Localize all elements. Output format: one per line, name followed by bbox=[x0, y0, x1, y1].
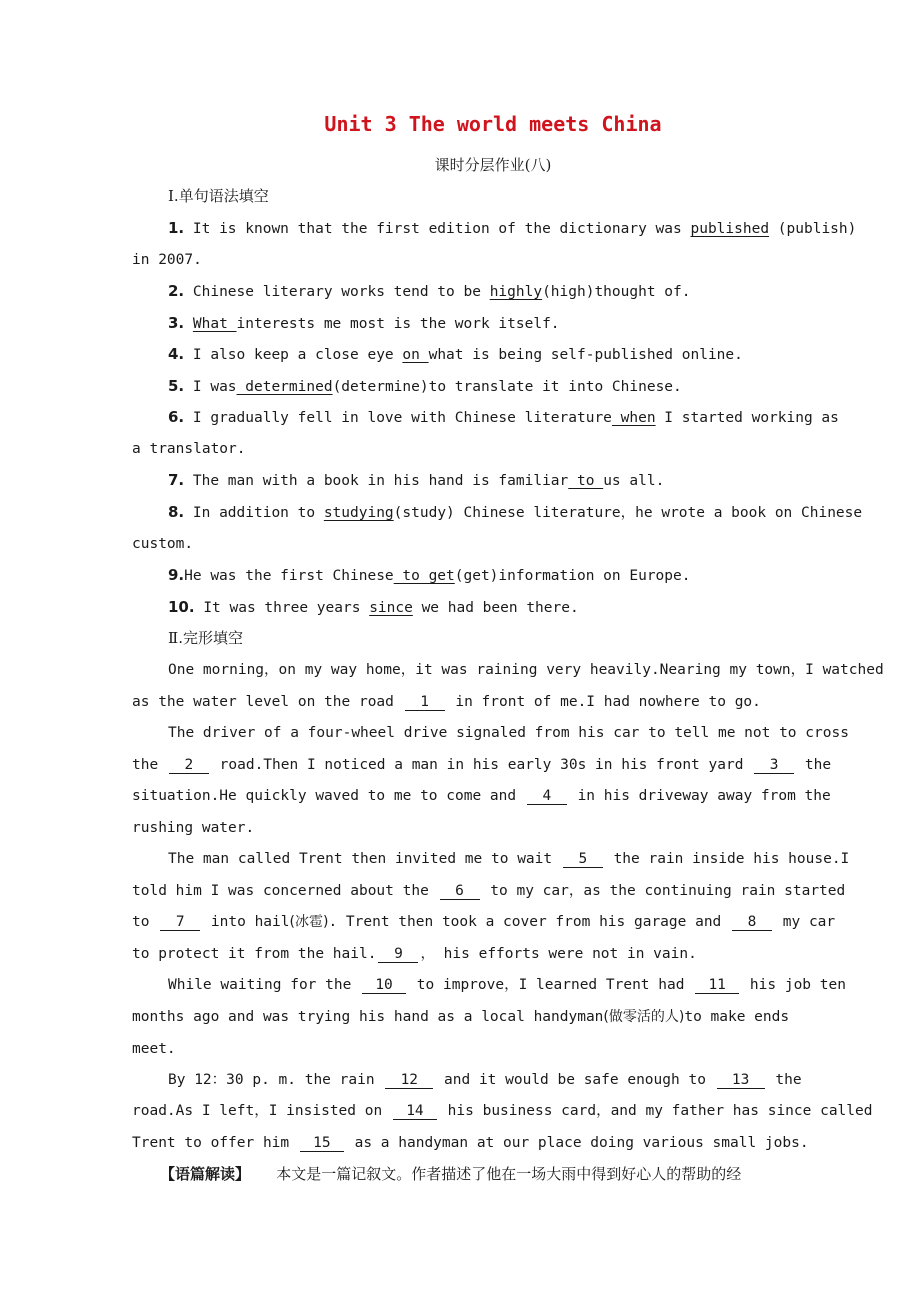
section-heading-grammar: Ⅰ.单句语法填空 bbox=[168, 187, 269, 205]
blank-7: 7 bbox=[160, 914, 200, 931]
question-5: 5. I was determined(determine)to translate it into Chinese. bbox=[168, 377, 682, 395]
question-7: 7. The man with a book in his hand is familiar to us all. bbox=[168, 471, 665, 489]
cloze-p4-line3: meet. bbox=[132, 1041, 176, 1057]
cloze-p1-line1: One morning，on my way home，it was raining very heavily.Nearing my town，I watched bbox=[168, 662, 884, 678]
answer-2: highly bbox=[489, 284, 543, 300]
cloze-p4-line2: months ago and was trying his hand as a local handyman(做零活的人)to make ends bbox=[132, 1009, 790, 1025]
cloze-p3-line2: told him I was concerned about the 6 to my car，as the continuing rain started bbox=[132, 883, 846, 899]
cloze-p2-line1: The driver of a four-wheel drive signaled from his car to tell me not to cross bbox=[168, 725, 849, 741]
blank-3: 3 bbox=[754, 757, 794, 774]
cloze-p2-line3: situation.He quickly waved to me to come and 4 in his driveway away from the bbox=[132, 788, 831, 804]
blank-11: 11 bbox=[695, 977, 739, 994]
question-1: 1. It is known that the first edition of the dictionary was published (publish) bbox=[168, 219, 857, 237]
answer-4: on bbox=[402, 347, 429, 363]
answer-7: to bbox=[568, 473, 604, 489]
question-2: 2. Chinese literary works tend to be highly(high)thought of. bbox=[168, 282, 691, 300]
cloze-p4-line1: While waiting for the 10 to improve，I learned Trent had 11 his job ten bbox=[168, 977, 846, 993]
blank-2: 2 bbox=[169, 757, 209, 774]
answer-8: studying bbox=[323, 505, 394, 521]
blank-6: 6 bbox=[440, 883, 480, 900]
question-3: 3. What interests me most is the work itself. bbox=[168, 314, 560, 332]
cloze-p5-line3: Trent to offer him 15 as a handyman at our place doing various small jobs. bbox=[132, 1135, 809, 1151]
blank-15: 15 bbox=[300, 1135, 344, 1152]
answer-3: What bbox=[192, 316, 237, 332]
passage-analysis: 【语篇解读】 本文是一篇记叙文。作者描述了他在一场大雨中得到好心人的帮助的经 bbox=[160, 1165, 742, 1183]
cloze-p3-line3: to 7 into hail(冰雹). Trent then took a cover from his garage and 8 my car bbox=[132, 914, 836, 930]
blank-5: 5 bbox=[563, 851, 603, 868]
blank-13: 13 bbox=[717, 1072, 765, 1089]
question-1-cont: in 2007. bbox=[132, 252, 202, 268]
question-8: 8. In addition to studying(study) Chinese literature，he wrote a book on Chinese bbox=[168, 503, 863, 521]
blank-4: 4 bbox=[527, 788, 567, 805]
cloze-p3-line1: The man called Trent then invited me to wait 5 the rain inside his house.I bbox=[168, 851, 850, 867]
cloze-p1-line2: as the water level on the road 1 in front of me.I had nowhere to go. bbox=[132, 694, 761, 710]
blank-1: 1 bbox=[405, 694, 445, 711]
cloze-p2-line4: rushing water. bbox=[132, 820, 255, 836]
cloze-p2-line2: the 2 road.Then I noticed a man in his early 30s in his front yard 3 the bbox=[132, 757, 832, 773]
answer-1: published bbox=[690, 221, 770, 237]
cloze-p5-line1: By 12：30 p. m. the rain 12 and it would be safe enough to 13 the bbox=[168, 1072, 802, 1088]
answer-6: when bbox=[611, 410, 656, 426]
cloze-p5-line2: road.As I left，I insisted on 14 his business card，and my father has since called bbox=[132, 1103, 873, 1119]
question-6: 6. I gradually fell in love with Chinese literature when I started working as bbox=[168, 408, 839, 426]
question-10: 10. It was three years since we had been there. bbox=[168, 598, 579, 616]
blank-12: 12 bbox=[385, 1072, 433, 1089]
analysis-label: 【语篇解读】 bbox=[160, 1165, 251, 1183]
unit-title: Unit 3 The world meets China bbox=[324, 112, 662, 136]
blank-9: 9 bbox=[378, 946, 418, 963]
question-6-cont: a translator. bbox=[132, 441, 246, 457]
section-heading-cloze: Ⅱ.完形填空 bbox=[168, 629, 243, 647]
cloze-p3-line4: to protect it from the hail. 9 ， his efforts were not in vain. bbox=[132, 946, 697, 962]
blank-8: 8 bbox=[732, 914, 772, 931]
question-9: 9.He was the first Chinese to get(get)information on Europe. bbox=[168, 566, 691, 584]
blank-10: 10 bbox=[362, 977, 406, 994]
answer-9: to get bbox=[393, 568, 455, 584]
answer-10: since bbox=[369, 600, 413, 616]
homework-subtitle: 课时分层作业(八) bbox=[434, 156, 552, 174]
question-4: 4. I also keep a close eye on what is being self-published online. bbox=[168, 345, 743, 363]
question-8-cont: custom. bbox=[132, 536, 194, 552]
answer-5: determined bbox=[236, 379, 333, 395]
blank-14: 14 bbox=[393, 1103, 437, 1120]
